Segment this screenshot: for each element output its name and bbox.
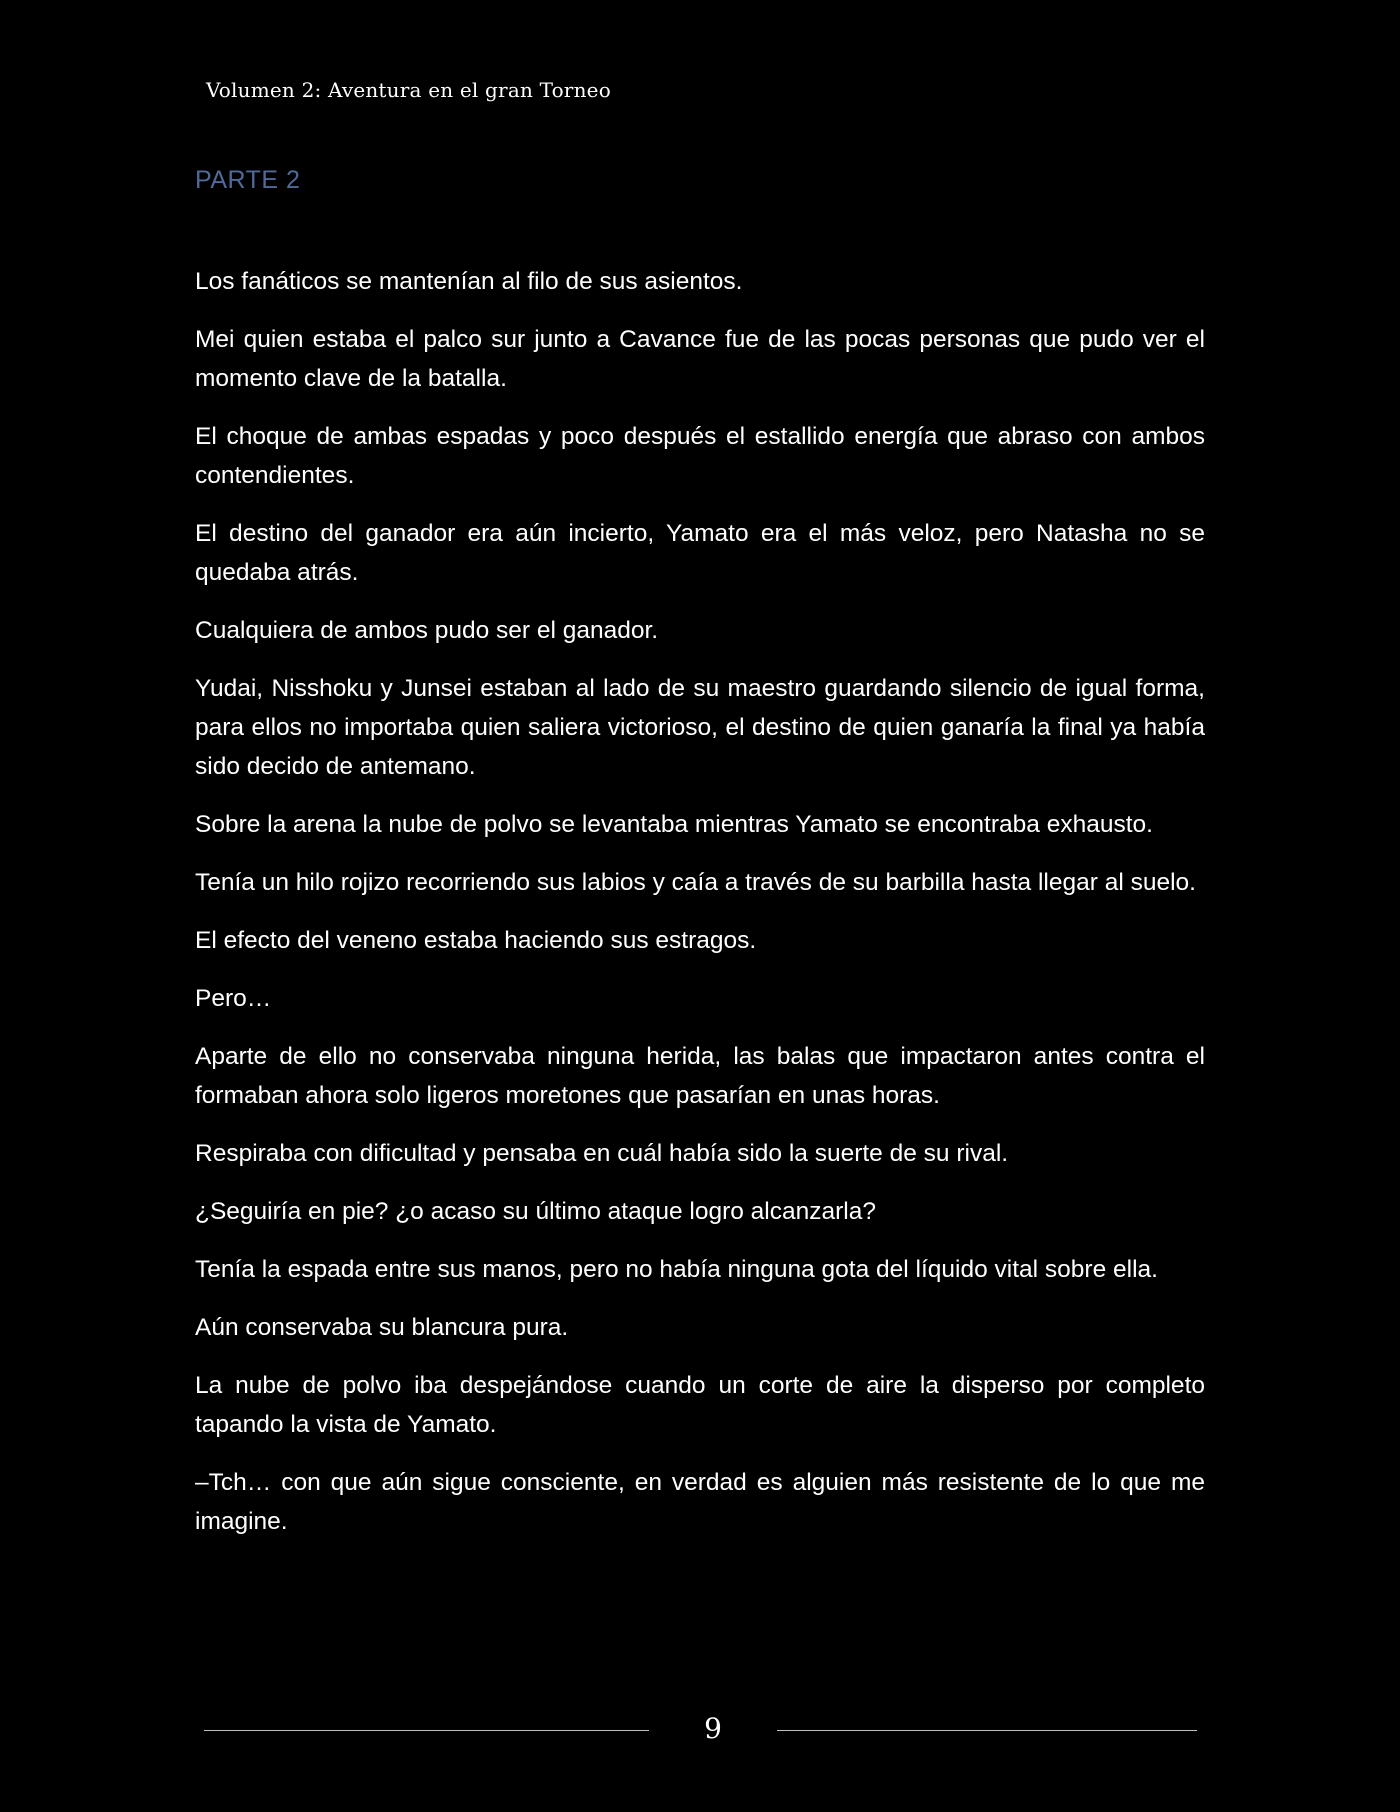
paragraph: Tenía la espada entre sus manos, pero no había ninguna gota del líquido vital sobre ella. (195, 1256, 1158, 1283)
paragraph: El destino del ganador era aún incierto, Yamato era el más veloz, pero Natasha no se quedaba atrás. (195, 520, 1205, 586)
paragraph: Tenía un hilo rojizo recorriendo sus labios y caía a través de su barbilla hasta llegar al suelo. (195, 869, 1196, 896)
page-footer (0, 1712, 1400, 1752)
paragraph: Sobre la arena la nube de polvo se levantaba mientras Yamato se encontraba exhausto. (195, 811, 1153, 838)
paragraph: Cualquiera de ambos pudo ser el ganador. (195, 617, 659, 644)
footer-rule-right (777, 1730, 1197, 1731)
paragraph: Respiraba con dificultad y pensaba en cuál había sido la suerte de su rival. (195, 1140, 1009, 1167)
paragraph: –Tch… con que aún sigue consciente, en verdad es alguien más resistente de lo que me imagine. (195, 1469, 1205, 1535)
page-number: 9 (704, 1712, 722, 1745)
footer-rule-left (204, 1730, 649, 1731)
section-title: PARTE 2 (195, 166, 301, 194)
paragraph: Aún conservaba su blancura pura. (195, 1314, 569, 1341)
paragraph: Yudai, Nisshoku y Junsei estaban al lado de su maestro guardando silencio de igual forma, para ellos no importaba quien saliera victorioso, el destino de quien ganaría la final ya había sido decido de antemano. (195, 675, 1205, 780)
paragraph: La nube de polvo iba despejándose cuando un corte de aire la disperso por completo tapando la vista de Yamato. (195, 1372, 1205, 1438)
paragraph: Los fanáticos se mantenían al filo de sus asientos. (195, 268, 743, 295)
running-header: Volumen 2: Aventura en el gran Torneo (206, 78, 611, 102)
paragraph: ¿Seguiría en pie? ¿o acaso su último ataque logro alcanzarla? (195, 1198, 876, 1225)
paragraph: Aparte de ello no conservaba ninguna herida, las balas que impactaron antes contra el formaban ahora solo ligeros moretones que pasarían en unas horas. (195, 1043, 1205, 1109)
paragraph: El choque de ambas espadas y poco después el estallido energía que abraso con ambos contendientes. (195, 423, 1205, 489)
paragraph: El efecto del veneno estaba haciendo sus estragos. (195, 927, 757, 954)
body-text (195, 262, 1205, 1560)
paragraph: Mei quien estaba el palco sur junto a Cavance fue de las pocas personas que pudo ver el momento clave de la batalla. (195, 326, 1205, 392)
paragraph: Pero… (195, 985, 272, 1012)
